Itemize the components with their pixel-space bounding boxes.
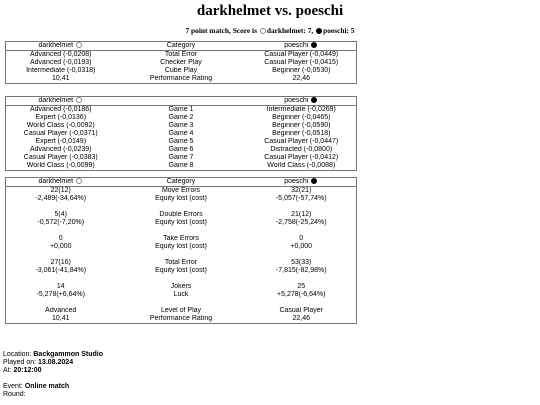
player2-value <box>247 227 357 235</box>
category-cell: Equity lost (cost) <box>155 243 207 250</box>
category-cell: Equity lost (cost) <box>155 267 207 274</box>
category-header: Category <box>116 178 247 187</box>
player1-value: Intermediate (-0,0318) <box>26 67 96 74</box>
player2-value: Beginner (-0,0518) <box>272 130 331 137</box>
black-checker-icon <box>311 97 317 103</box>
player1-value: -3,061(-41,84%) <box>35 267 87 274</box>
subtitle-prefix: 7 point match, Score is <box>185 26 257 35</box>
table-row <box>6 67 357 75</box>
table-row <box>6 203 357 211</box>
category-cell: Game 2 <box>168 114 194 121</box>
table-row <box>6 187 357 196</box>
category-cell <box>116 227 247 235</box>
player2-value: Casual Player <box>279 307 324 314</box>
category-cell: Move Errors <box>161 187 201 194</box>
table-row <box>6 227 357 235</box>
white-checker-icon <box>76 42 82 48</box>
games-body <box>6 106 357 171</box>
category-cell: Cube Play <box>164 67 198 74</box>
player2-value: 0 <box>299 235 304 242</box>
white-checker-icon <box>76 178 82 184</box>
category-cell: Checker Play <box>160 59 202 66</box>
table-row <box>6 259 357 267</box>
category-cell: Game 1 <box>168 106 194 113</box>
category-header <box>116 97 247 106</box>
player2-value: Intermediate (-0,0269) <box>266 106 336 113</box>
page-title: darkhelmet vs. poeschi <box>196 3 344 19</box>
table-row <box>6 275 357 283</box>
player2-value <box>247 251 357 259</box>
category-cell: Jokers <box>170 283 192 290</box>
table-row <box>6 219 357 227</box>
category-cell: Take Errors <box>163 235 199 242</box>
category-cell: Total Error <box>164 259 198 266</box>
category-cell <box>116 203 247 211</box>
player1-value: 10,41 <box>51 315 70 322</box>
player2-value: +5,278(-6,64%) <box>277 291 326 298</box>
player1-value: Advanced (-0,0186) <box>30 106 92 113</box>
player2-value: World Class (-0,0088) <box>267 162 336 169</box>
category-cell: Game 7 <box>168 154 194 161</box>
player2-value <box>247 299 357 307</box>
category-cell: Performance Rating <box>149 75 213 82</box>
table-header-row <box>6 97 357 106</box>
category-cell: Game 6 <box>168 146 194 153</box>
details-body <box>6 187 357 324</box>
location-line: Location: Backgammon Studio <box>3 351 103 358</box>
player1-value: 5(4) <box>54 211 67 218</box>
player1-value <box>6 203 116 211</box>
player1-value: World Class (-0,0092) <box>26 122 95 129</box>
player2-value: Beginner (-0,0590) <box>272 122 331 129</box>
table-row <box>6 114 357 122</box>
player2-value <box>247 275 357 283</box>
table-row <box>6 243 357 251</box>
player1-value: Expert (-0,0149) <box>35 138 87 145</box>
category-cell <box>116 275 247 283</box>
player1-value: -0,572(-7,20%) <box>37 219 85 226</box>
player1-value: Casual Player (-0,0383) <box>23 154 98 161</box>
player1-header: darkhelmet <box>6 97 116 106</box>
table-row <box>6 307 357 315</box>
table-row <box>6 51 357 60</box>
player2-value: 22,46 <box>292 75 311 82</box>
player1-value: Advanced <box>45 307 77 314</box>
category-cell: Game 3 <box>168 122 194 129</box>
player1-value: World Class (-0,0099) <box>26 162 95 169</box>
player1-value: Expert (-0,0136) <box>35 114 87 121</box>
player2-value: -5,057(-57,74%) <box>275 195 327 202</box>
match-subtitle <box>0 26 540 35</box>
category-cell: Performance Rating <box>149 315 213 322</box>
summary-table <box>5 41 357 84</box>
player1-value <box>6 227 116 235</box>
player2-value: Casual Player (-0,0447) <box>264 138 339 145</box>
table-row <box>6 154 357 162</box>
player1-value <box>6 299 116 307</box>
table-row <box>6 299 357 307</box>
player1-value: +0,000 <box>49 243 72 250</box>
score-player2: poeschi: 5 <box>323 26 355 35</box>
player2-value: -2,758(-25,24%) <box>275 219 327 226</box>
black-checker-icon <box>311 178 317 184</box>
player1-header: darkhelmet <box>6 42 116 51</box>
black-checker-icon <box>316 28 322 34</box>
player1-value: Advanced (-0,0208) <box>30 51 92 58</box>
category-cell <box>116 299 247 307</box>
player1-value <box>6 251 116 259</box>
category-cell: Level of Play <box>160 307 202 314</box>
table-row <box>6 251 357 259</box>
category-cell: Equity lost (cost) <box>155 219 207 226</box>
summary-body <box>6 51 357 84</box>
category-cell: Total Error <box>164 51 198 58</box>
player2-value: 25 <box>297 283 306 290</box>
table-row <box>6 106 357 115</box>
table-row <box>6 146 357 154</box>
event-line: Event: Online match <box>3 383 70 390</box>
match-info <box>3 351 103 399</box>
player2-value: Casual Player (-0,0449) <box>264 51 339 58</box>
player2-value: 21(12) <box>291 211 312 218</box>
table-row <box>6 122 357 130</box>
player1-value: 0 <box>58 235 63 242</box>
table-header-row <box>6 178 357 187</box>
category-header: Category <box>116 42 247 51</box>
player2-value: 22,46 <box>292 315 311 322</box>
player2-value: Beginner (-0,0465) <box>272 114 331 121</box>
player1-value: 22(12) <box>50 187 71 194</box>
score-player1: darkhelmet: 7, <box>266 26 314 35</box>
white-checker-icon <box>260 28 266 34</box>
white-checker-icon <box>76 97 82 103</box>
round-line: Round: <box>3 391 26 398</box>
player1-value: -5,278(+6,64%) <box>36 291 85 298</box>
black-checker-icon <box>311 42 317 48</box>
player1-value: 27(16) <box>50 259 71 266</box>
player2-value: +0,000 <box>290 243 313 250</box>
table-row <box>6 291 357 299</box>
table-header-row <box>6 42 357 51</box>
player2-value: -7,815(-82,98%) <box>275 267 327 274</box>
category-cell: Game 8 <box>168 162 194 169</box>
table-row <box>6 283 357 291</box>
player2-value: Casual Player (-0,0412) <box>264 154 339 161</box>
details-table <box>5 177 357 324</box>
table-row <box>6 235 357 243</box>
player2-header: poeschi <box>247 178 357 187</box>
category-cell <box>116 251 247 259</box>
category-cell: Game 5 <box>168 138 194 145</box>
category-cell: Game 4 <box>168 130 194 137</box>
category-cell: Luck <box>173 291 189 298</box>
player2-value: Distracted (-0,0800) <box>270 146 333 153</box>
player1-value: Casual Player (-0,0371) <box>23 130 98 137</box>
table-row <box>6 130 357 138</box>
player1-value: Advanced (-0,0193) <box>30 59 92 66</box>
player2-value: Casual Player (-0,0415) <box>264 59 339 66</box>
player1-value: 10,41 <box>51 75 70 82</box>
table-row <box>6 315 357 324</box>
player2-value: 32(21) <box>291 187 312 194</box>
table-row <box>6 138 357 146</box>
player2-header: poeschi <box>247 97 357 106</box>
time-line: At: 20:12:00 <box>3 367 42 374</box>
player2-value <box>247 203 357 211</box>
category-cell: Equity lost (cost) <box>155 195 207 202</box>
table-row <box>6 267 357 275</box>
player2-value: Beginner (-0,0530) <box>272 67 331 74</box>
player2-value: 53(33) <box>291 259 312 266</box>
table-row <box>6 59 357 67</box>
table-row <box>6 211 357 219</box>
games-table <box>5 96 357 171</box>
player2-header: poeschi <box>247 42 357 51</box>
player1-header: darkhelmet <box>6 178 116 187</box>
player1-value: Advanced (-0,0239) <box>30 146 92 153</box>
player1-value <box>6 275 116 283</box>
category-cell: Double Errors <box>159 211 203 218</box>
table-row <box>6 195 357 203</box>
played-on-line: Played on: 13.08.2024 <box>3 359 74 366</box>
player1-value: 14 <box>56 283 65 290</box>
table-row <box>6 75 357 84</box>
player1-value: -2,489(-34,64%) <box>35 195 87 202</box>
table-row <box>6 162 357 171</box>
